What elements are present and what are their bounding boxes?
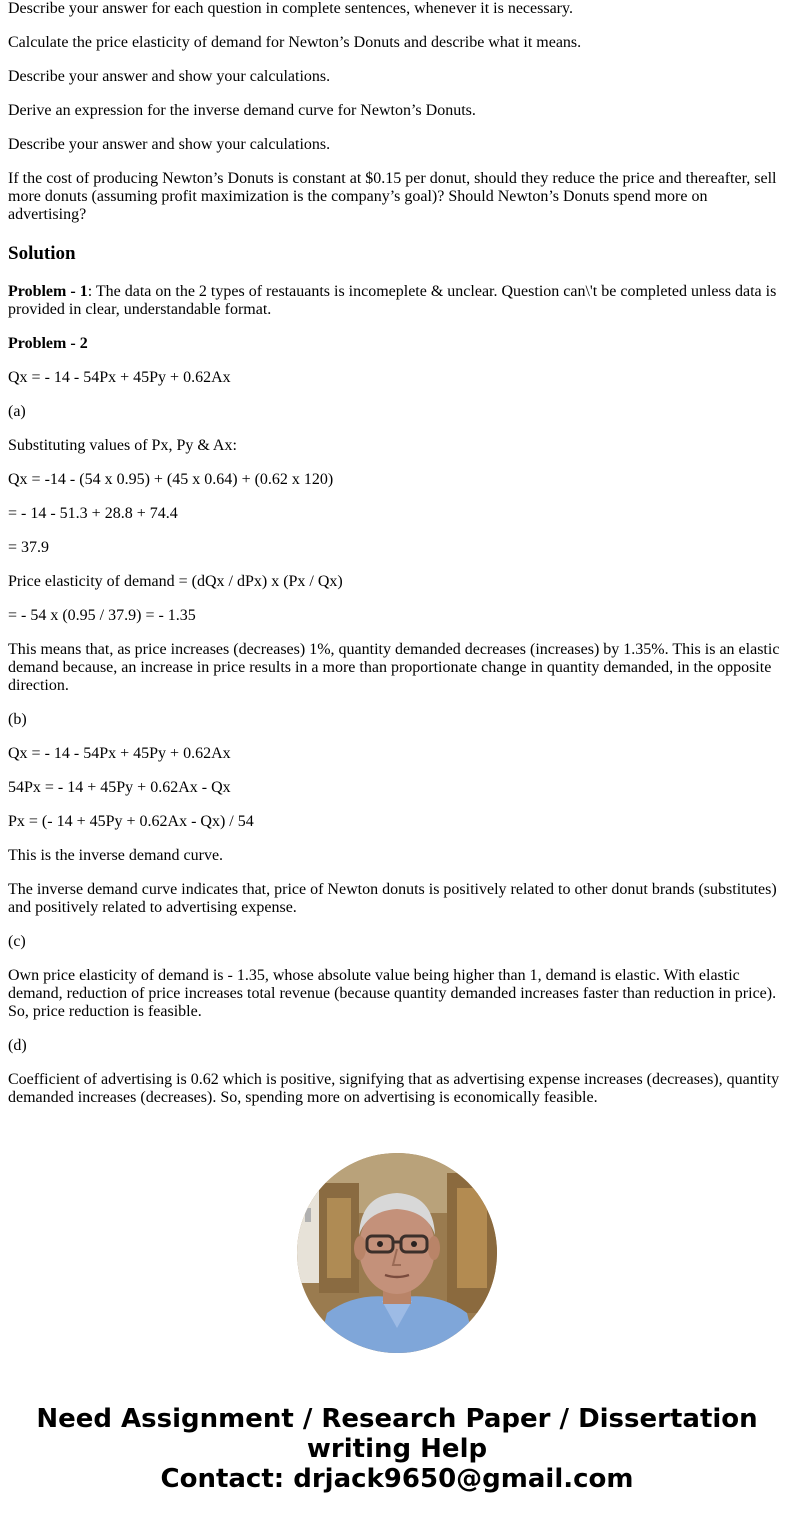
inverse-eq-line-1: Qx = - 14 - 54Px + 45Py + 0.62Ax <box>8 745 231 762</box>
problem-1-label: Problem - 1 <box>8 283 88 300</box>
problem-1-text: : The data on the 2 types of restauants is incomeplete & unclear. Question can\'t be completed unless data is provided in clear, understandable format. <box>8 283 777 318</box>
elasticity-value: = - 54 x (0.95 / 37.9) = - 1.35 <box>8 607 196 624</box>
calculation-line-2: = - 14 - 51.3 + 28.8 + 74.4 <box>8 505 178 522</box>
part-a-label: (a) <box>8 403 26 420</box>
question-b: Derive an expression for the inverse demand curve for Newton’s Donuts. <box>8 102 476 119</box>
problem-1-paragraph <box>8 283 786 319</box>
part-d-label: (d) <box>8 1037 27 1054</box>
question-a: Calculate the price elasticity of demand for Newton’s Donuts and describe what it means. <box>8 34 582 51</box>
instruction-text: Describe your answer for each question in complete sentences, whenever it is necessary. <box>8 0 573 17</box>
part-b-label: (b) <box>8 711 27 728</box>
portrait-illustration <box>297 1153 497 1353</box>
solution-heading: Solution <box>8 243 76 264</box>
substitution-text: Substituting values of Px, Py & Ax: <box>8 437 237 454</box>
demand-equation: Qx = - 14 - 54Px + 45Py + 0.62Ax <box>8 369 231 386</box>
author-photo <box>297 1153 497 1353</box>
part-c-label: (c) <box>8 933 26 950</box>
inverse-demand-meaning: The inverse demand curve indicates that, price of Newton donuts is positively related to other donut brands (substitutes) and positively related to advertising expense. <box>8 881 777 916</box>
elasticity-formula: Price elasticity of demand = (dQx / dPx) x (Px / Qx) <box>8 573 343 590</box>
inverse-demand-note: This is the inverse demand curve. <box>8 847 224 864</box>
banner-contact-line: Contact: drjack9650@gmail.com <box>160 1464 634 1494</box>
inverse-eq-line-2: 54Px = - 14 + 45Py + 0.62Ax - Qx <box>8 779 231 796</box>
inverse-eq-line-3: Px = (- 14 + 45Py + 0.62Ax - Qx) / 54 <box>8 813 254 830</box>
question-c-d: If the cost of producing Newton’s Donuts is constant at $0.15 per donut, should they reduce the price and thereafter, sell more donuts (assuming profit maximization is the company’s goal)? Should Newton’s Donuts spend more on advertising? <box>8 170 777 223</box>
contact-banner <box>0 1404 794 1494</box>
part-c-text: Own price elasticity of demand is - 1.35, whose absolute value being higher than 1, demand is elastic. With elastic demand, reduction of price increases total revenue (because quantity demanded increases faster than reduction in price). So, price reduction is feasible. <box>8 967 777 1020</box>
describe-instruction-2: Describe your answer and show your calculations. <box>8 136 331 153</box>
part-d-text: Coefficient of advertising is 0.62 which is positive, signifying that as advertising expense increases (decreases), quantity demanded increases (decreases). So, spending more on advertising is economically feasible. <box>8 1071 780 1106</box>
elasticity-meaning: This means that, as price increases (decreases) 1%, quantity demanded decreases (increases) by 1.35%. This is an elastic demand because, an increase in price results in a more than proportionate change in quantity demanded, in the opposite direction. <box>8 641 780 694</box>
describe-instruction-1: Describe your answer and show your calculations. <box>8 68 331 85</box>
problem-2-label-text: Problem - 2 <box>8 335 88 352</box>
banner-line-1: Need Assignment / Research Paper / Dissertation <box>36 1404 758 1434</box>
calculation-line-1: Qx = -14 - (54 x 0.95) + (45 x 0.64) + (0.62 x 120) <box>8 471 334 488</box>
banner-line-2: writing Help <box>306 1434 488 1464</box>
calculation-line-3: = 37.9 <box>8 539 50 556</box>
problem-2-label <box>8 335 88 353</box>
